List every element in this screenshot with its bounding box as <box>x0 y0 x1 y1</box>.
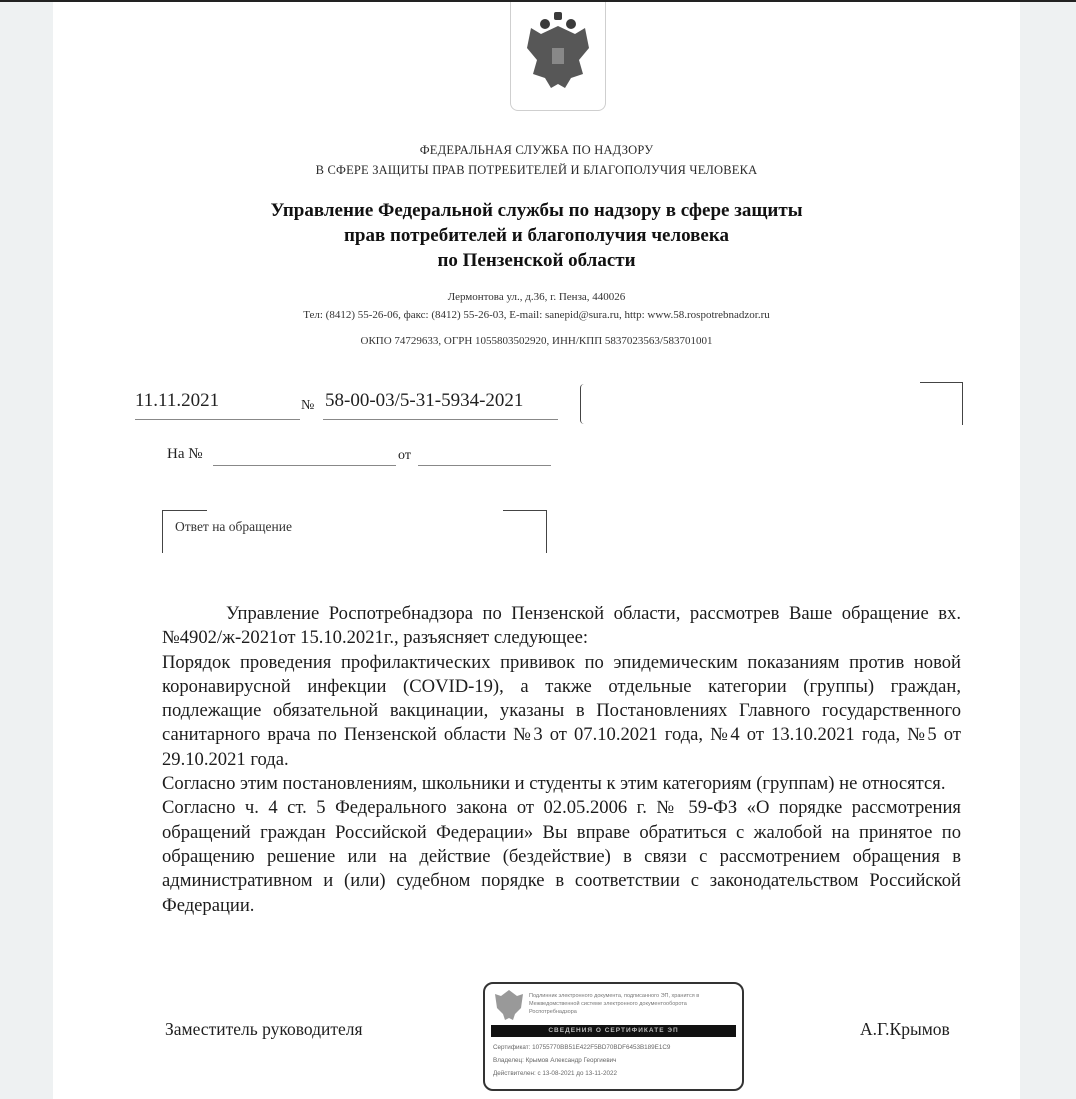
reference-line <box>167 446 203 463</box>
stamp-certificate-bar: СВЕДЕНИЯ О СЕРТИФИКАТЕ ЭП <box>491 1025 736 1037</box>
document-page <box>53 2 1020 1099</box>
addressee-bracket-left <box>580 384 587 424</box>
number-underline <box>323 419 558 420</box>
subject-bracket-right <box>503 510 547 553</box>
stamp-owner: Владелец: Крымов Александр Георгиевич <box>493 1057 617 1064</box>
paragraph-3: Согласно этим постановлениям, школьники и студенты к этим категориям (группам) не относятся. <box>162 773 946 795</box>
dept-line-3: по Пензенской области <box>437 250 636 271</box>
ref-number-blank <box>213 465 396 466</box>
registry-codes: ОКПО 74729633, ОГРН 1055803502920, ИНН/КПП 5837023563/583701001 <box>360 335 713 347</box>
paragraph-1: Управление Роспотребнадзора по Пензенской области, рассмотрев Ваше обращение вх.№4902/ж-2021от 15.10.2021г., разъясняет следующее: <box>162 603 961 649</box>
stamp-header: Подлинник электронного документа, подписанного ЭП, хранится в Межведомственной системе электронного документооборота Роспотребнадзора <box>529 993 700 1015</box>
agency-line-2: В СФЕРЕ ЗАЩИТЫ ПРАВ ПОТРЕБИТЕЛЕЙ И БЛАГОПОЛУЧИЯ ЧЕЛОВЕКА <box>315 163 758 177</box>
paragraph-2: Порядок проведения профилактических прививок по эпидемическим показаниям против новой коронавирусной инфекции (COVID-19), а также отдельные категории (группы) граждан, подлежащие обязательной вакцинации, указаны в Постановлениях Главного государственного санитарного врача по Пензенской области №3 от 07.10.2021 года, №4 от 13.10.2021 года, №5 от 29.10.2021 года. <box>162 651 961 770</box>
stamp-emblem-icon <box>493 988 525 1024</box>
ref-prefix: На № <box>167 446 203 462</box>
registration-number: 58-00-03/5-31-5934-2021 <box>325 390 524 411</box>
dept-line-2: прав потребителей и благополучия человека <box>343 225 730 246</box>
address: Лермонтова ул., д.36, г. Пенза, 440026 <box>447 291 626 303</box>
ref-date-blank <box>418 465 551 466</box>
ref-from: от <box>398 448 411 463</box>
paragraph-4: Согласно ч. 4 ст. 5 Федерального закона от 02.05.2006 г. № 59-ФЗ «О порядке рассмотрения обращений граждан Российской Федерации» Вы вправе обратиться с жалобой на принятое по обращению решение или на действие (бездействие) в связи с рассмотрением обращения в административном и (или) судебном порядке в соответствии с законодательством Российской Федерации. <box>162 797 961 916</box>
agency-line-1: ФЕДЕРАЛЬНАЯ СЛУЖБА ПО НАДЗОРУ <box>419 143 654 157</box>
letter-body <box>162 602 961 918</box>
date-underline <box>135 419 300 420</box>
coat-of-arms-icon <box>523 8 593 100</box>
stamp-certificate: Сертификат: 10755770BB51E422F5BD70BDF6453B189E1C9 <box>493 1044 671 1051</box>
stamp-validity: Действителен: с 13-08-2021 до 13-11-2022 <box>493 1070 617 1077</box>
emblem-frame <box>510 2 606 111</box>
contacts: Тел: (8412) 55-26-06, факс: (8412) 55-26-03, E-mail: sanepid@sura.ru, http: www.58.rospotrebnadzor.ru <box>303 309 770 321</box>
department-name <box>53 198 1020 273</box>
dept-line-1: Управление Федеральной службы по надзору в сфере защиты <box>270 200 803 221</box>
subject-line: Ответ на обращение <box>175 519 292 534</box>
signatory-name: А.Г.Крымов <box>860 1019 950 1039</box>
address-block <box>53 288 1020 324</box>
registration-date: 11.11.2021 <box>135 390 220 411</box>
signatory-title: Заместитель руководителя <box>165 1019 363 1039</box>
addressee-bracket-right <box>920 382 963 425</box>
agency-name <box>53 140 1020 180</box>
number-sign: № <box>301 398 315 413</box>
e-signature-stamp <box>483 982 744 1091</box>
